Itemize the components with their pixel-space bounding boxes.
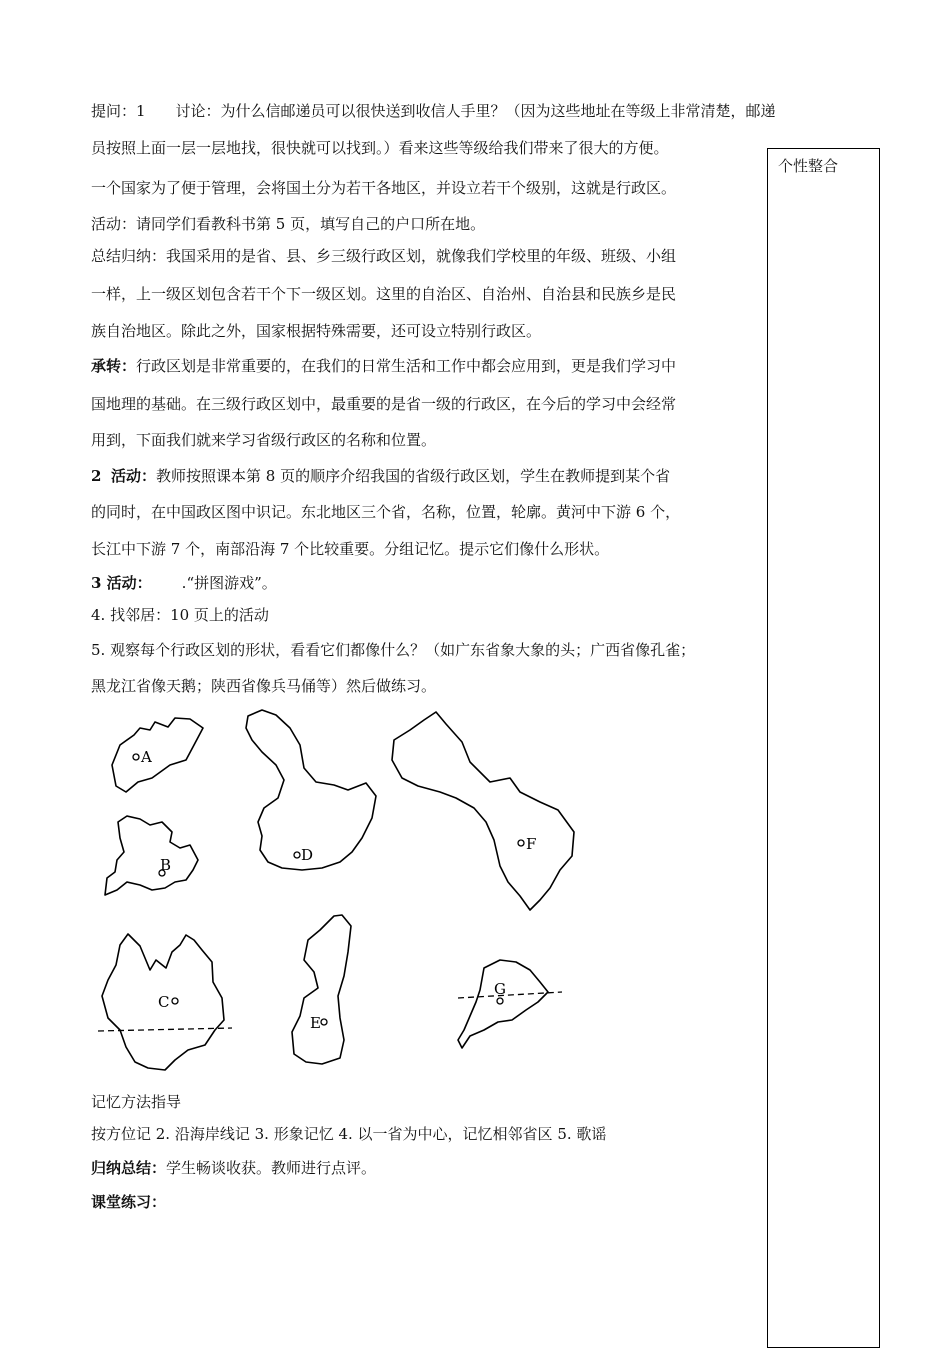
- text-line-13: 长江中下游 7 个，南部沿海 7 个比较重要。分组记忆。提示它们像什么形状。: [91, 540, 610, 558]
- province-map-b: [105, 816, 198, 895]
- text-line-8: 行政区划是非常重要的，在我们的日常生活和工作中都会应用到，更是我们学习中: [136, 357, 677, 375]
- text-line-12: 的同时，在中国政区图中识记。东北地区三个省，名称，位置，轮廓。黄河中下游 6 个，: [91, 503, 681, 521]
- activity-2-number: 2: [91, 467, 102, 485]
- text-line-4: 活动：请同学们看教科书第 5 页，填写自己的户口所在地。: [91, 215, 486, 233]
- province-map-g-label: G: [494, 980, 506, 998]
- province-map-d: [246, 710, 376, 870]
- activity-2-label: 活动：: [110, 467, 156, 485]
- province-map-a: [112, 718, 203, 792]
- text-line-19: 按方位记 2. 沿海岸线记 3. 形象记忆 4. 以一省为中心，记忆相邻省区 5. 歌谣: [91, 1125, 607, 1143]
- transition-label: 承转：: [91, 357, 137, 375]
- text-line-14: “拼图游戏”。: [186, 574, 277, 592]
- summary-label: 归纳总结：: [91, 1159, 167, 1177]
- province-map-a-label: A: [141, 748, 152, 766]
- text-line-9: 国地理的基础。在三级行政区划中，最重要的是省一级的行政区，在今后的学习中会经常: [91, 395, 677, 413]
- text-line-5: 总结归纳：我国采用的是省、县、乡三级行政区划，就像我们学校里的年级、班级、小组: [91, 247, 677, 265]
- province-map-f: [392, 712, 574, 910]
- text-line-7: 族自治地区。除此之外，国家根据特殊需要，还可设立特别行政区。: [91, 322, 542, 340]
- side-notes-title: 个性整合: [778, 157, 839, 175]
- province-map-g: [458, 960, 562, 1048]
- activity-3-dot: .: [181, 574, 187, 592]
- province-map-f-label: F: [526, 835, 537, 853]
- text-line-2: 员按照上面一层一层地找，很快就可以找到。）看来这些等级给我们带来了很大的方便。: [91, 139, 669, 157]
- activity-3-label: 3 活动：: [91, 574, 152, 592]
- text-line-10: 用到，下面我们就来学习省级行政区的名称和位置。: [91, 431, 437, 449]
- province-map-b-label: B: [160, 856, 172, 874]
- text-line-1: 提问：1 讨论：为什么信邮递员可以很快送到收信人手里？（因为这些地址在等级上非常清楚，邮递: [91, 102, 776, 120]
- text-line-16: 5. 观察每个行政区划的形状，看看它们都像什么？（如广东省象大象的头；广西省像孔雀；: [91, 641, 696, 659]
- text-line-11: 教师按照课本第 8 页的顺序介绍我国的省级行政区划，学生在教师提到某个省: [156, 467, 671, 485]
- text-line-15: 4. 找邻居：10 页上的活动: [91, 606, 269, 624]
- text-line-20: 学生畅谈收获。教师进行点评。: [166, 1159, 377, 1177]
- text-line-17: 黑龙江省像天鹅；陕西省像兵马俑等）然后做练习。: [91, 677, 437, 695]
- text-line-18: 记忆方法指导: [91, 1093, 182, 1111]
- province-map-e: [292, 915, 351, 1064]
- province-map-d-label: D: [301, 846, 314, 864]
- text-line-3: 一个国家为了便于管理，会将国土分为若干各地区，并设立若干个级别，这就是行政区。: [91, 179, 677, 197]
- text-line-6: 一样，上一级区划包含若干个下一级区划。这里的自治区、自治州、自治县和民族乡是民: [91, 285, 677, 303]
- class-exercise-heading: 课堂练习：: [91, 1193, 167, 1211]
- province-map-c-label: C: [158, 993, 170, 1011]
- province-map-e-label: E: [310, 1014, 321, 1032]
- province-map-c: [98, 934, 232, 1070]
